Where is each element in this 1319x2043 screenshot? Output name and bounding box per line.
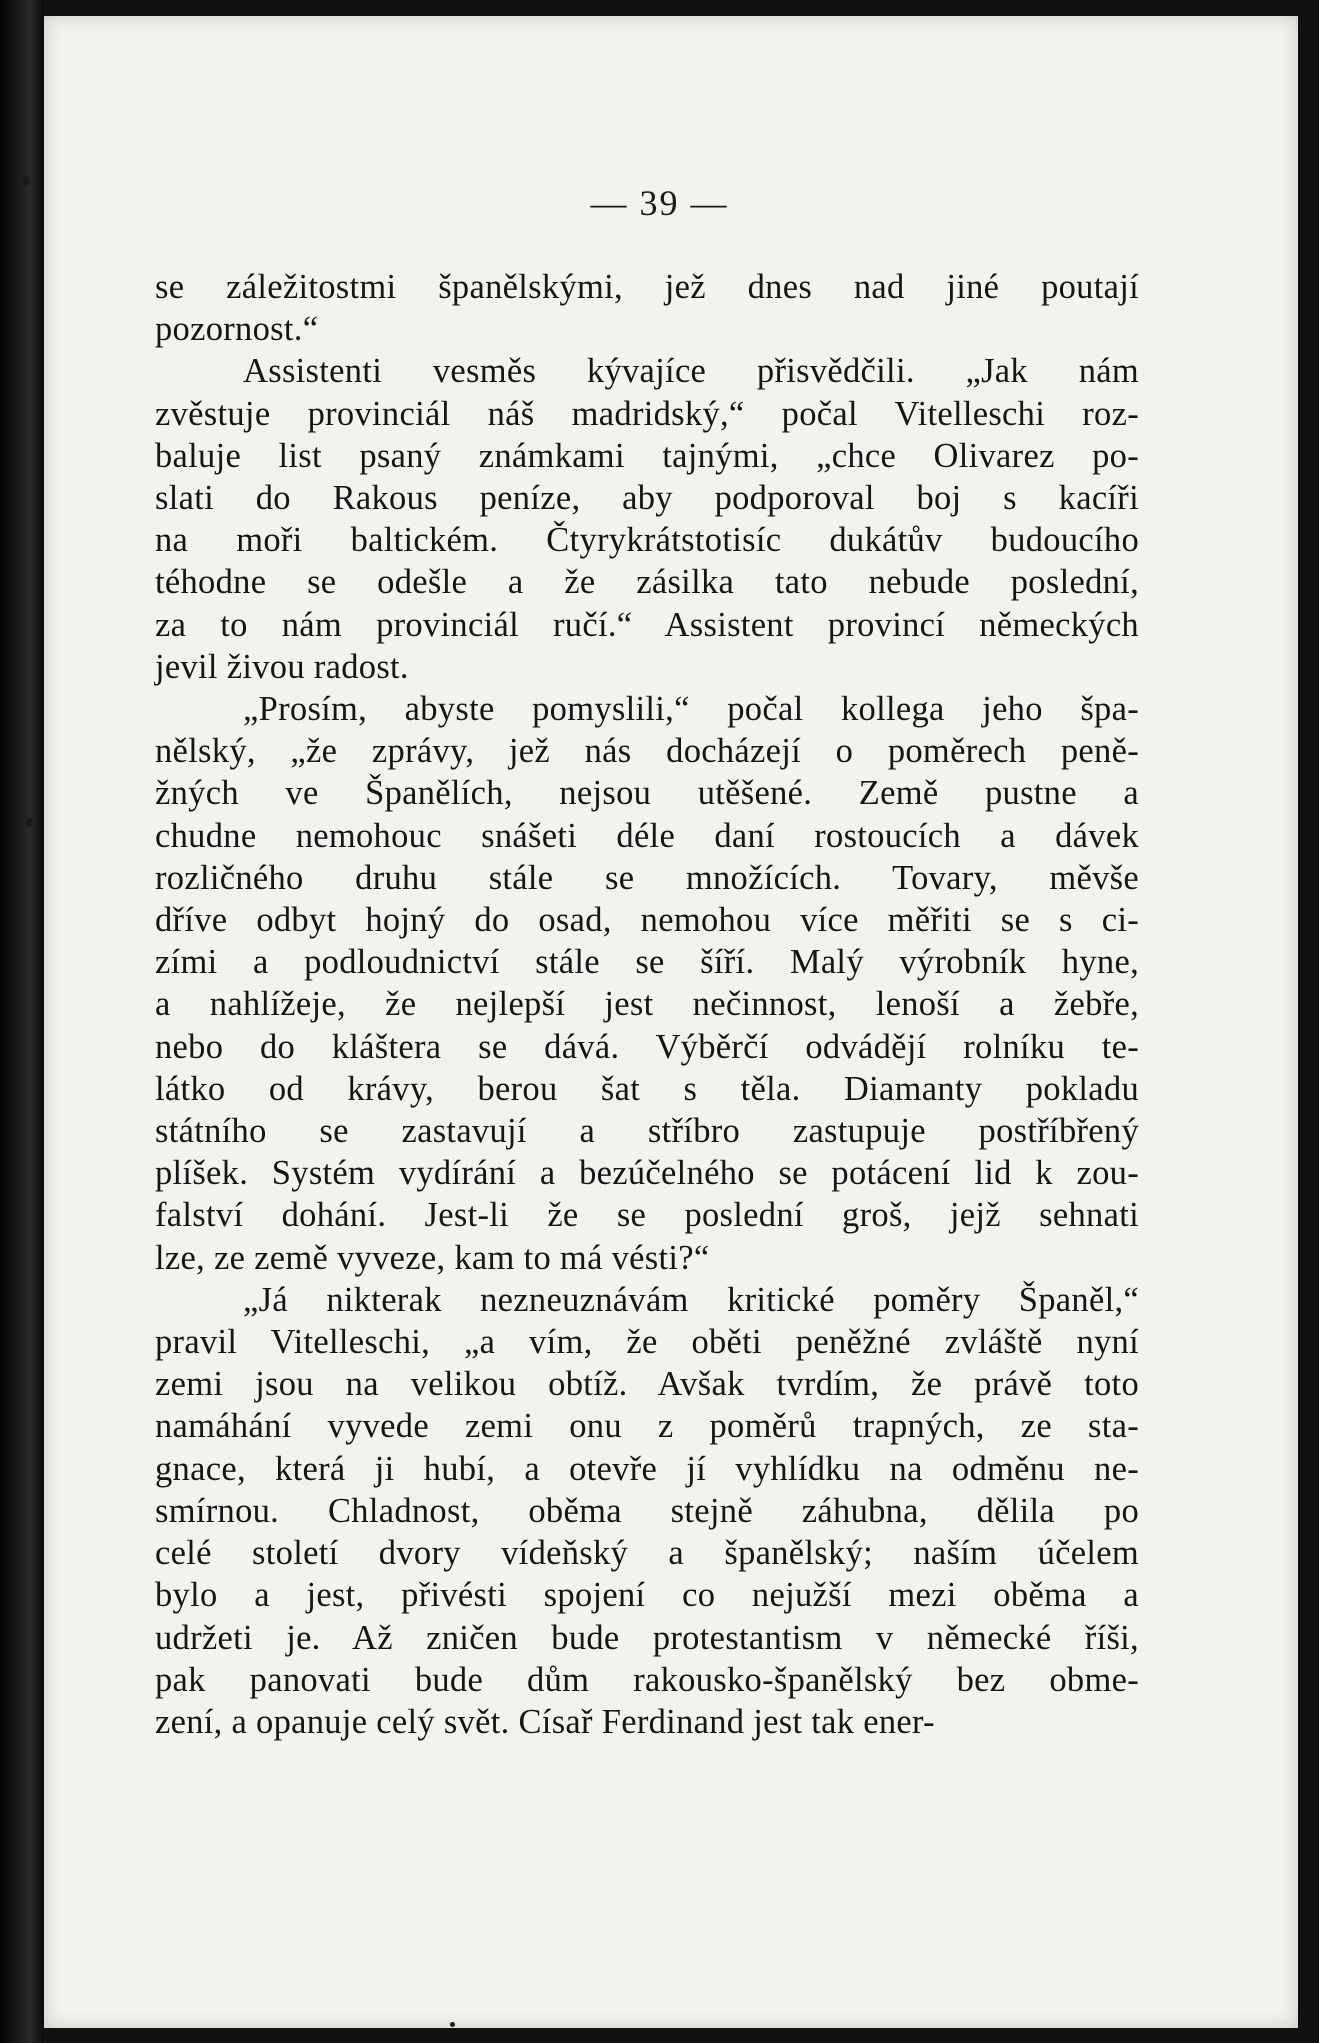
text-line: „Já nikterak nezneuznávám kritické poměry Španěl,“: [243, 1280, 1139, 1319]
text-line: baluje list psaný známkami tajnými, „chce Olivarez po-: [155, 436, 1139, 475]
text-line: udržeti je. Až zničen bude protestantism v německé říši,: [155, 1618, 1139, 1657]
text-line: falství dohání. Jest-li že se poslední groš, jejž sehnati: [155, 1196, 1139, 1235]
edge-speck: [450, 2022, 455, 2027]
text-line: zení, a opanuje celý svět. Císař Ferdinand jest tak ener-: [155, 1702, 935, 1741]
text-line: se záležitostmi španělskými, jež dnes nad jiné poutají: [155, 268, 1139, 306]
text-line: zvěstuje provinciál náš madridský,“ počal Vitelleschi roz-: [155, 394, 1139, 433]
text-line: Assistenti vesměs kývajíce přisvědčili. „Jak nám: [243, 352, 1139, 391]
text-line: nělský, „že zprávy, jež nás docházejí o poměrech peně-: [155, 732, 1139, 771]
text-line: celé století dvory vídeňský a španělský; naším účelem: [155, 1534, 1139, 1573]
text-line: zími a podloudnictví stále se šíří. Malý výrobník hyne,: [155, 943, 1139, 982]
text-line: lze, ze země vyveze, kam to má vésti?“: [155, 1238, 710, 1277]
text-line: státního se zastavují a stříbro zastupuje postříbřený: [155, 1112, 1139, 1151]
text-line: žných ve Španělích, nejsou utěšené. Země pustne a: [155, 774, 1139, 813]
text-line: téhodne se odešle a že zásilka tato nebude poslední,: [155, 563, 1139, 602]
text-line: zemi jsou na velikou obtíž. Avšak tvrdím, že právě toto: [155, 1365, 1139, 1404]
text-line: pozornost.“: [155, 310, 319, 349]
text-line: dříve odbyt hojný do osad, nemohou více měřiti se s ci-: [155, 901, 1139, 940]
page-number: — 39 —: [590, 183, 729, 223]
text-line: látko od krávy, berou šat s těla. Diamanty pokladu: [155, 1069, 1139, 1108]
body-text: [155, 266, 1139, 1743]
text-line: na moři baltickém. Čtyrykrátstotisíc dukátův budoucího: [155, 521, 1139, 560]
text-line: „Prosím, abyste pomyslili,“ počal kollega jeho špa-: [243, 690, 1139, 729]
text-line: za to nám provinciál ručí.“ Assistent provincí německých: [155, 605, 1139, 644]
text-line: plíšek. Systém vydírání a bezúčelného se potácení lid k zou-: [155, 1154, 1139, 1193]
text-line: chudne nemohouc snášeti déle daní rostoucích a dávek: [155, 816, 1139, 855]
text-line: a nahlížeje, že nejlepší jest nečinnost, lenoší a žebře,: [155, 985, 1139, 1024]
text-line: slati do Rakous peníze, aby podporoval boj s kacíři: [155, 479, 1139, 518]
text-line: nebo do kláštera se dává. Výběrčí odvádějí rolníku te-: [155, 1027, 1139, 1066]
text-line: gnace, která ji hubí, a otevře jí vyhlídku na odměnu ne-: [155, 1449, 1139, 1488]
book-spine-edge: [0, 0, 44, 2043]
text-line: pak panovati bude dům rakousko-španělský bez obme-: [155, 1660, 1139, 1699]
text-line: smírnou. Chladnost, oběma stejně záhubna, dělila po: [155, 1491, 1139, 1530]
text-line: rozličného druhu stále se množících. Tovary, měvše: [155, 858, 1139, 897]
edge-speck: [26, 818, 33, 827]
text-line: bylo a jest, přivésti spojení co nejužší mezi oběma a: [155, 1576, 1139, 1615]
text-line: namáhání vyvede zemi onu z poměrů trapných, ze sta-: [155, 1407, 1139, 1446]
text-line: pravil Vitelleschi, „a vím, že oběti peněžné zvláště nyní: [155, 1323, 1139, 1362]
text-line: jevil živou radost.: [155, 647, 409, 686]
